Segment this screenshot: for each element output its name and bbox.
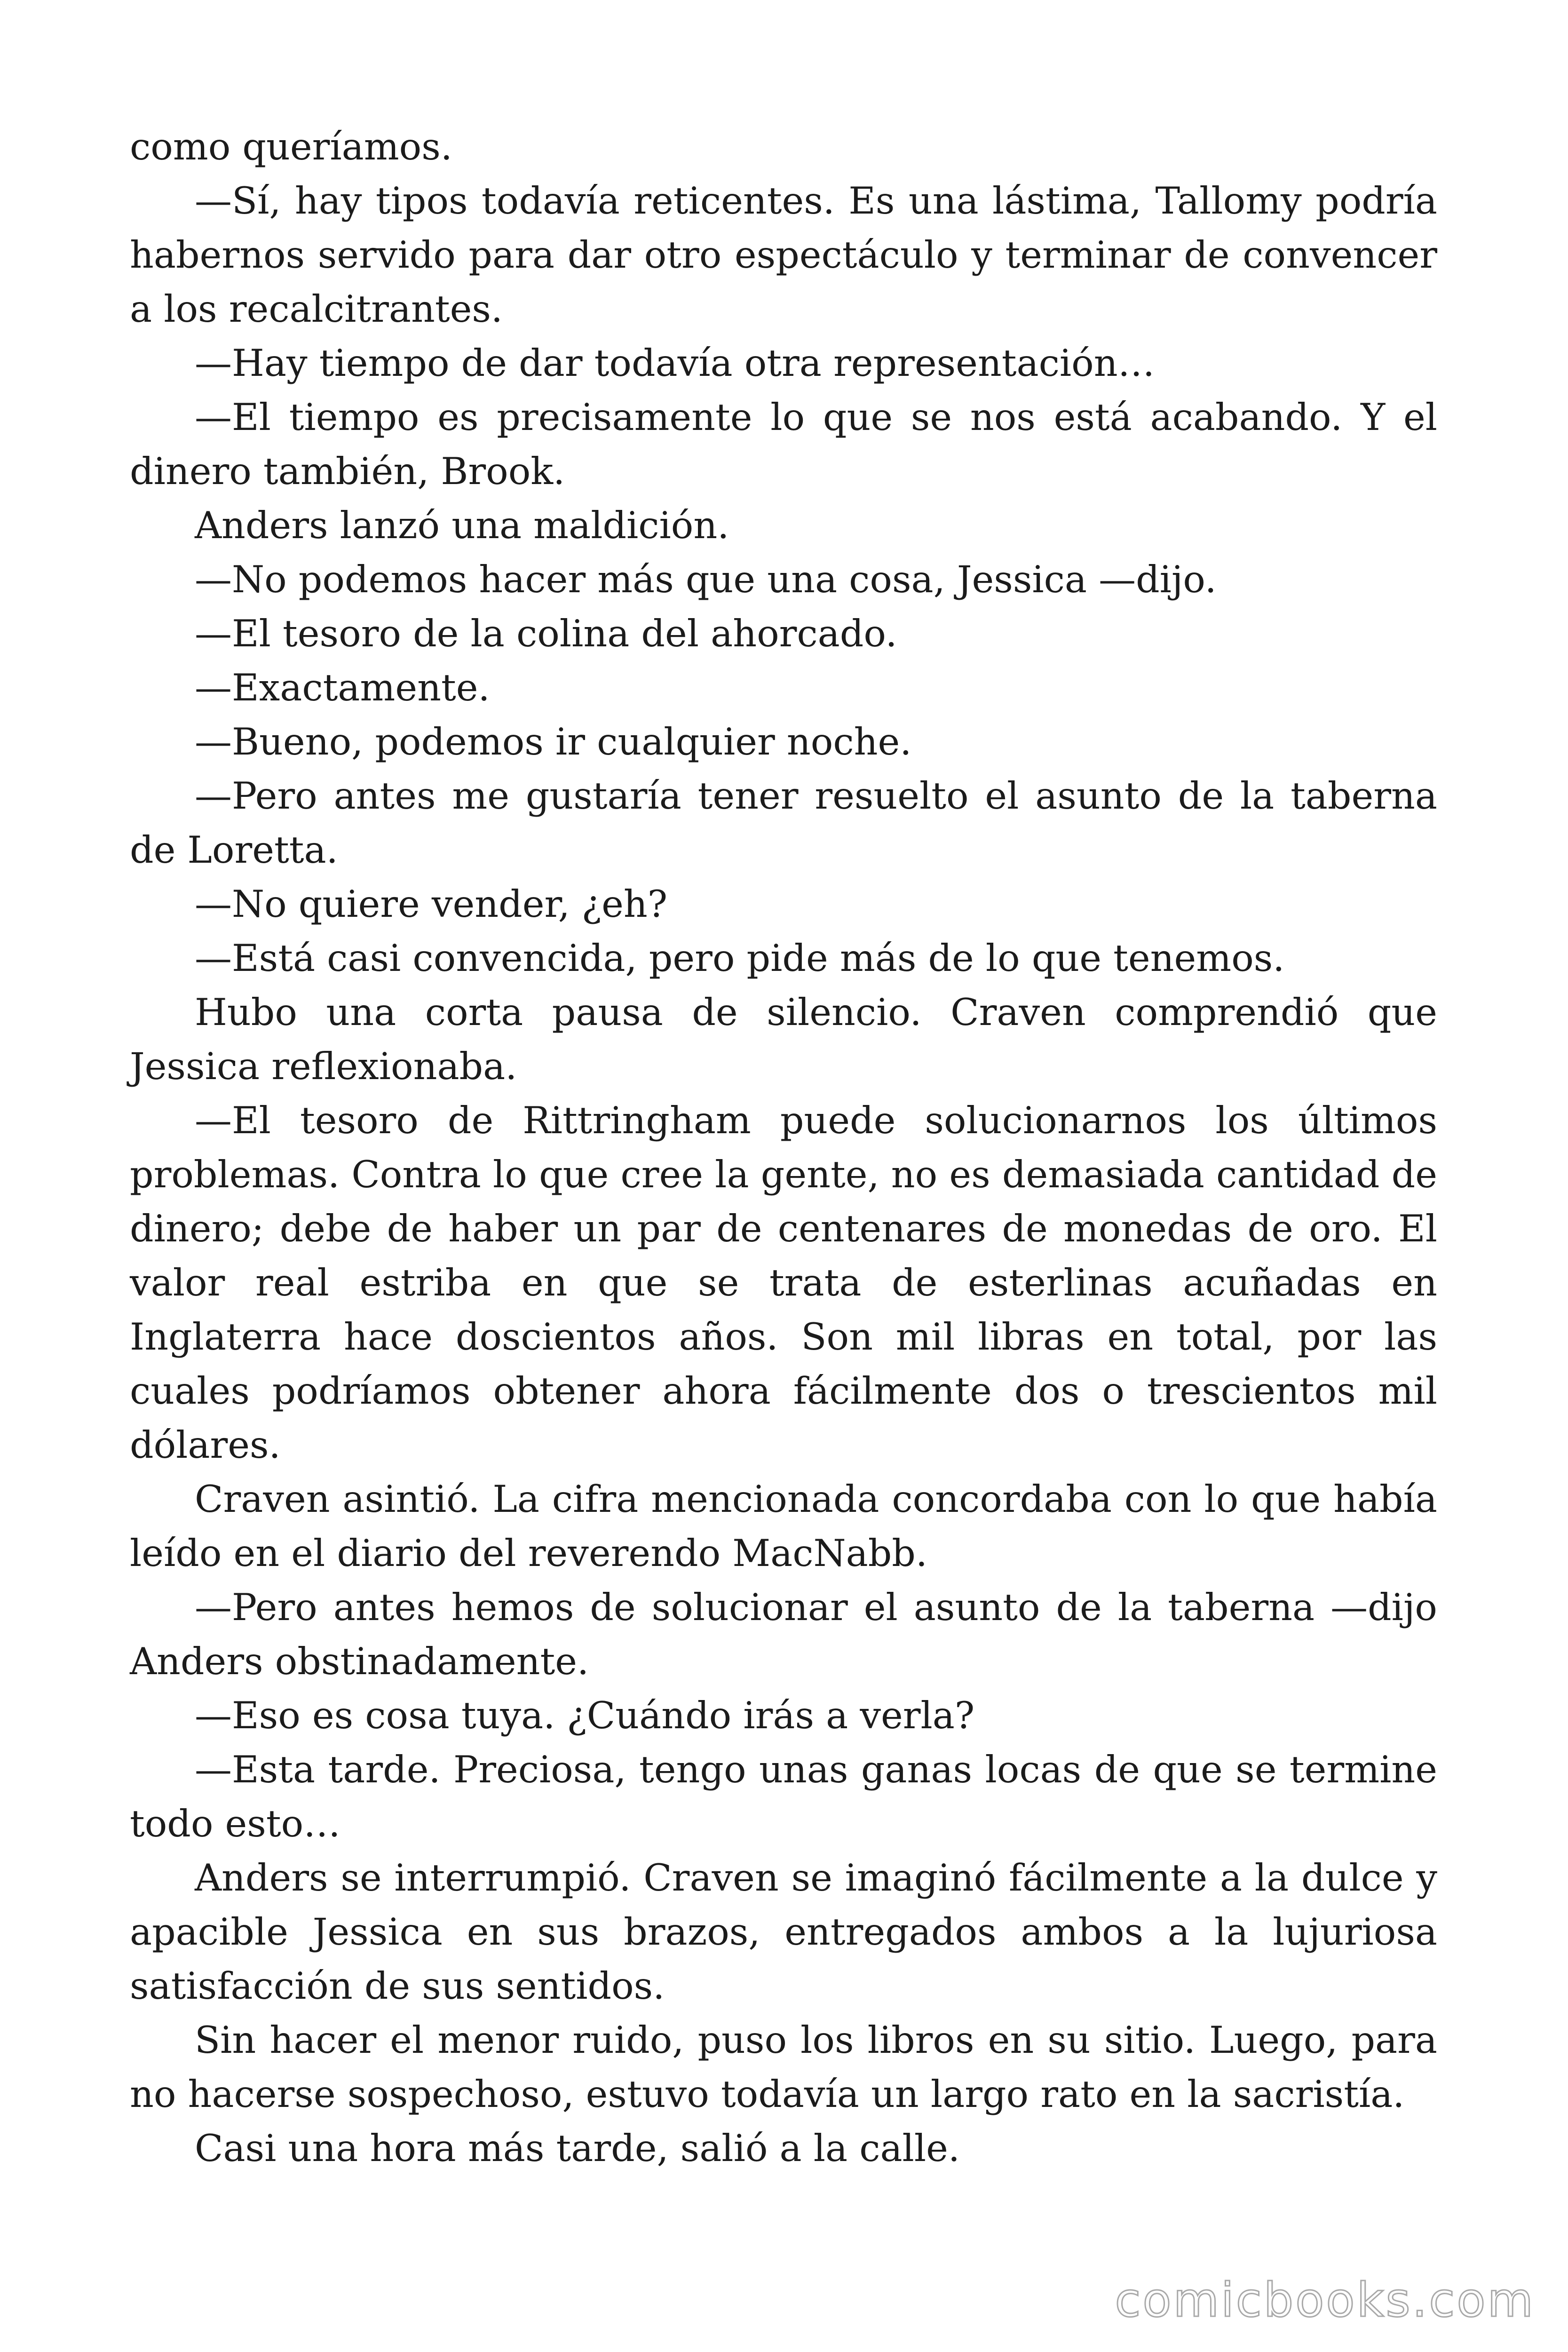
paragraph: Sin hacer el menor ruido, puso los libros en su sitio. Luego, para no hacerse sospechoso, estuvo todavía un largo rato en la sacristía.: [130, 2018, 1437, 2116]
paragraph: —El tiempo es precisamente lo que se nos está acabando. Y el dinero también, Brook.: [130, 396, 1437, 493]
paragraph: —No quiere vender, ¿eh?: [195, 882, 668, 926]
paragraph: —No podemos hacer más que una cosa, Jessica —dijo.: [195, 558, 1217, 601]
paragraph: —El tesoro de Rittringham puede solucionarnos los últimos problemas. Contra lo que cree la gente, no es demasiada cantidad de dinero; debe de haber un par de centenares de monedas de oro. El valor real estriba en que se trata de esterlinas acuñadas en Inglaterra hace doscientos años. Son mil libras en total, por las cuales podríamos obtener ahora fácilmente dos o trescientos mil dólares.: [130, 1099, 1437, 1467]
paragraph: Hubo una corta pausa de silencio. Craven comprendió que Jessica reflexionaba.: [130, 991, 1437, 1088]
paragraph: —Sí, hay tipos todavía reticentes. Es una lástima, Tallomy podría habernos servido para dar otro espectáculo y terminar de convencer a los recalcitrantes.: [130, 179, 1437, 331]
paragraph: —Bueno, podemos ir cualquier noche.: [195, 720, 912, 763]
paragraph: —Esta tarde. Preciosa, tengo unas ganas locas de que se termine todo esto…: [130, 1748, 1437, 1845]
paragraph: Casi una hora más tarde, salió a la calle.: [195, 2127, 960, 2170]
paragraph: Anders lanzó una maldición.: [195, 504, 729, 547]
paragraph: Anders se interrumpió. Craven se imaginó fácilmente a la dulce y apacible Jessica en sus brazos, entregados ambos a la lujuriosa satisfacción de sus sentidos.: [130, 1856, 1437, 2008]
paragraph: —Pero antes me gustaría tener resuelto el asunto de la taberna de Loretta.: [130, 774, 1437, 872]
paragraph: —Está casi convencida, pero pide más de lo que tenemos.: [195, 937, 1285, 980]
paragraph: —El tesoro de la colina del ahorcado.: [195, 612, 897, 655]
page-body: [130, 120, 1437, 2176]
paragraph: —Hay tiempo de dar todavía otra representación…: [195, 342, 1155, 385]
paragraph: —Exactamente.: [195, 666, 490, 709]
paragraph: como queríamos.: [130, 125, 452, 168]
watermark: comicbooks.com: [1115, 2273, 1535, 2328]
paragraph: Craven asintió. La cifra mencionada concordaba con lo que había leído en el diario del reverendo MacNabb.: [130, 1478, 1437, 1575]
paragraph: —Eso es cosa tuya. ¿Cuándo irás a verla?: [195, 1694, 975, 1737]
paragraph: —Pero antes hemos de solucionar el asunto de la taberna —dijo Anders obstinadamente.: [130, 1586, 1437, 1683]
